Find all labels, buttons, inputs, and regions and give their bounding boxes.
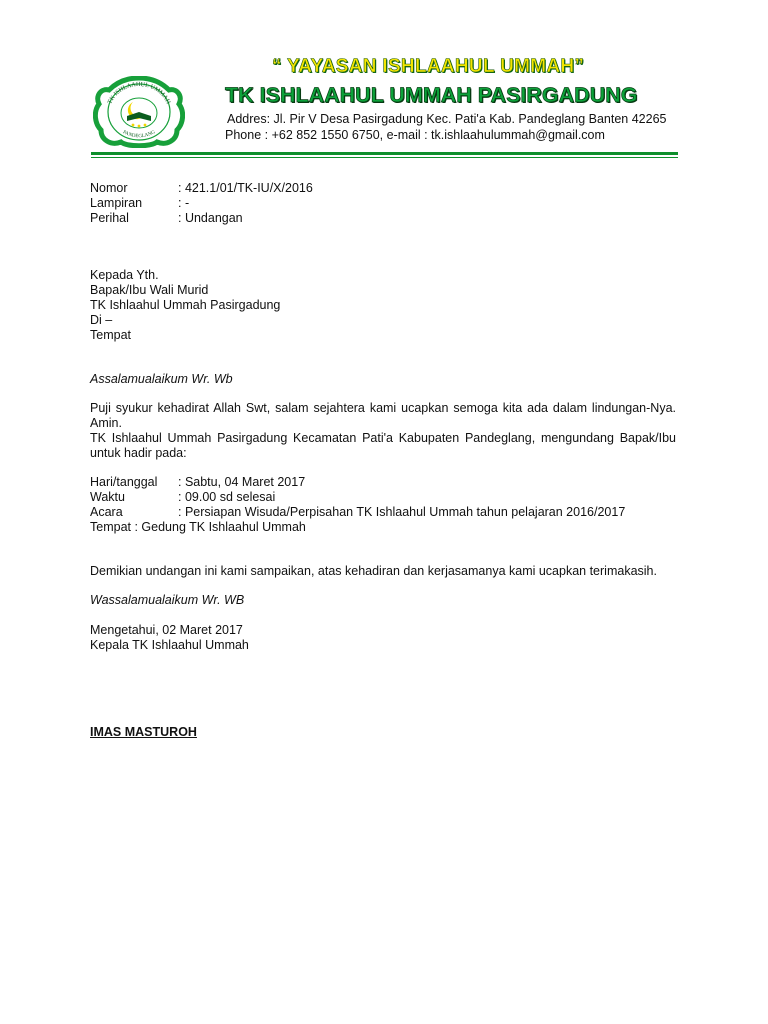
closing-text: Demikian undangan ini kami sampaikan, atas kehadiran dan kerjasamanya kami ucapkan terimakasih. xyxy=(90,564,657,578)
time-value: : 09.00 sd selesai xyxy=(178,490,276,504)
school-logo xyxy=(93,76,185,148)
body-paragraph-line: untuk hadir pada: xyxy=(90,446,187,460)
opening-greeting: Assalamualaikum Wr. Wb xyxy=(90,372,233,386)
star-icon xyxy=(144,124,147,127)
recipient-line: Di – xyxy=(90,313,113,327)
agenda-value: : Persiapan Wisuda/Perpisahan TK Ishlaahul Ummah tahun pelajaran 2016/2017 xyxy=(178,505,626,519)
address-line: Addres: Jl. Pir V Desa Pasirgadung Kec. Pati'a Kab. Pandeglang Banten 42265 xyxy=(227,112,667,126)
lampiran-value: : - xyxy=(178,196,190,210)
body-paragraph-line: Puji syukur kehadirat Allah Swt, salam sejahtera kami ucapkan semoga kita ada dalam lindungan-Nya. xyxy=(90,401,676,415)
school-name: TK ISHLAAHUL UMMAH PASIRGADUNG xyxy=(225,83,638,107)
star-icon xyxy=(132,124,135,127)
logo-ring-text-bottom: PANDEGLANG xyxy=(121,130,157,140)
logo-ring-text-top: TK ISHLAAHUL UMMAH xyxy=(106,80,172,106)
date-label: Hari/tanggal xyxy=(90,475,158,489)
agenda-label: Acara xyxy=(90,505,123,519)
recipient-line: Tempat xyxy=(90,328,131,342)
body-paragraph-line: TK Ishlaahul Ummah Pasirgadung Kecamatan Pati'a Kabupaten Pandeglang, mengundang Bapak/Ibu xyxy=(90,431,676,445)
date-value: : Sabtu, 04 Maret 2017 xyxy=(178,475,306,489)
foundation-title: “ YAYASAN ISHLAAHUL UMMAH” xyxy=(272,56,585,77)
star-icon xyxy=(138,125,141,128)
time-label: Waktu xyxy=(90,490,125,504)
recipient-line: Bapak/Ibu Wali Murid xyxy=(90,283,209,297)
header-divider-thick xyxy=(91,152,678,155)
body-paragraph-line: Amin. xyxy=(90,416,122,430)
lampiran-label: Lampiran xyxy=(90,196,143,210)
nomor-label: Nomor xyxy=(90,181,128,195)
header-divider-thin xyxy=(91,157,678,158)
perihal-value: : Undangan xyxy=(178,211,243,225)
contact-line: Phone : +62 852 1550 6750, e-mail : tk.ishlaahulummah@gmail.com xyxy=(225,128,605,142)
recipient-line: TK Ishlaahul Ummah Pasirgadung xyxy=(90,298,281,312)
place-line: Tempat : Gedung TK Ishlaahul Ummah xyxy=(90,520,306,534)
recipient-line: Kepada Yth. xyxy=(90,268,159,282)
perihal-label: Perihal xyxy=(90,211,129,225)
closing-salam: Wassalamualaikum Wr. WB xyxy=(90,593,245,607)
date-known: Mengetahui, 02 Maret 2017 xyxy=(90,623,243,637)
signatory-name: IMAS MASTUROH xyxy=(90,725,197,739)
signer-position: Kepala TK Ishlaahul Ummah xyxy=(90,638,249,652)
nomor-value: : 421.1/01/TK-IU/X/2016 xyxy=(178,181,313,195)
